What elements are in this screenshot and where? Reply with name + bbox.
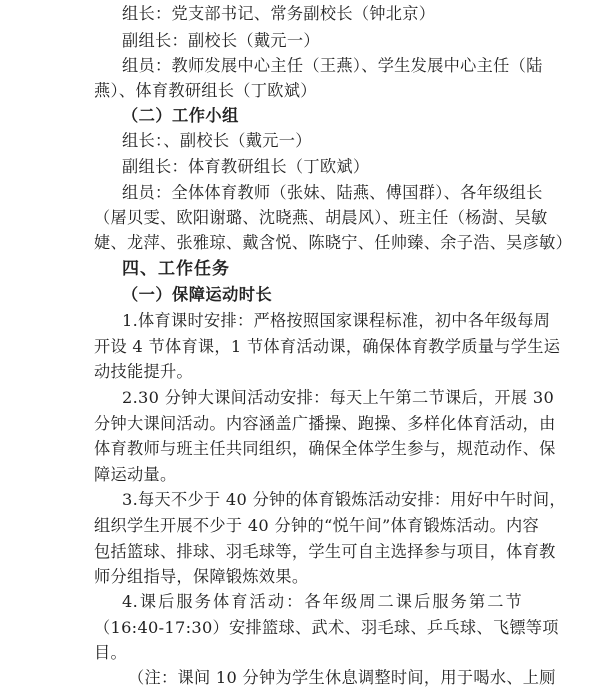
text-line-item1-cont2: 动技能提升。 (94, 362, 193, 381)
section-heading-duration: （一）保障运动时长 (122, 285, 273, 304)
text-line-item4: 4.课后服务体育活动：各年级周二课后服务第二节 (122, 592, 522, 611)
text-line-item3-cont1: 组织学生开展不少于 40 分钟的“悦午间”体育锻炼活动。内容 (94, 516, 539, 535)
text-line-leader: 组长：党支部书记、常务副校长（钟北京） (122, 4, 436, 23)
text-line-item1-cont1: 开设 4 节体育课，1 节体育活动课，确保体育教学质量与学生运 (94, 337, 561, 356)
text-line-group-deputy: 副组长：体育教研组长（丁欧斌） (122, 157, 370, 176)
text-line-item2-cont3: 障运动量。 (94, 465, 177, 484)
text-line-item4-cont1: （16:40-17:30）安排篮球、武术、羽毛球、乒乓球、飞镖等项 (94, 618, 559, 637)
text-line-item2: 2.30 分钟大课间活动安排：每天上午第二节课后，开展 30 (122, 388, 555, 407)
text-line-members-cont: 燕）、体育教研组长（丁欧斌） (94, 81, 317, 100)
text-line-item3: 3.每天不少于 40 分钟的体育锻炼活动安排：用好中午时间， (122, 490, 566, 509)
text-line-members: 组员：教师发展中心主任（王燕）、学生发展中心主任（陆 (122, 56, 543, 75)
text-line-group-members-cont2: 婕、龙萍、张雅琼、戴含悦、陈晓宁、任帅臻、余子浩、吴彦敏） (94, 233, 573, 252)
text-line-item3-cont3: 师分组指导，保障锻炼效果。 (94, 567, 309, 586)
text-line-group-members: 组员：全体体育教师（张妹、陆燕、傅国群）、各年级组长 (122, 183, 543, 202)
text-line-item4-cont2: 目。 (94, 643, 127, 662)
text-line-item2-cont1: 分钟大课间活动。内容涵盖广播操、跑操、多样化体育活动，由 (94, 414, 556, 433)
text-line-item2-cont2: 体育教师与班主任共同组织，确保全体学生参与，规范动作、保 (94, 439, 556, 458)
text-line-group-members-cont1: （屠贝雯、欧阳谢璐、沈晓燕、胡晨风）、班主任（杨澍、吴敏 (94, 208, 548, 227)
text-line-deputy-leader: 副组长：副校长（戴元一） (122, 31, 320, 50)
section-heading-working-group: （二）工作小组 (122, 106, 239, 125)
section-heading-tasks: 四、工作任务 (122, 259, 230, 279)
text-line-item3-cont2: 包括篮球、排球、羽毛球等，学生可自主选择参与项目，体育教 (94, 542, 556, 561)
text-line-item1: 1.体育课时安排：严格按照国家课程标准，初中各年级每周 (122, 311, 551, 330)
text-line-group-leader: 组长：、副校长（戴元一） (122, 131, 312, 150)
text-line-note: （注：课间 10 分钟为学生休息调整时间，用于喝水、上厕 (128, 668, 556, 687)
